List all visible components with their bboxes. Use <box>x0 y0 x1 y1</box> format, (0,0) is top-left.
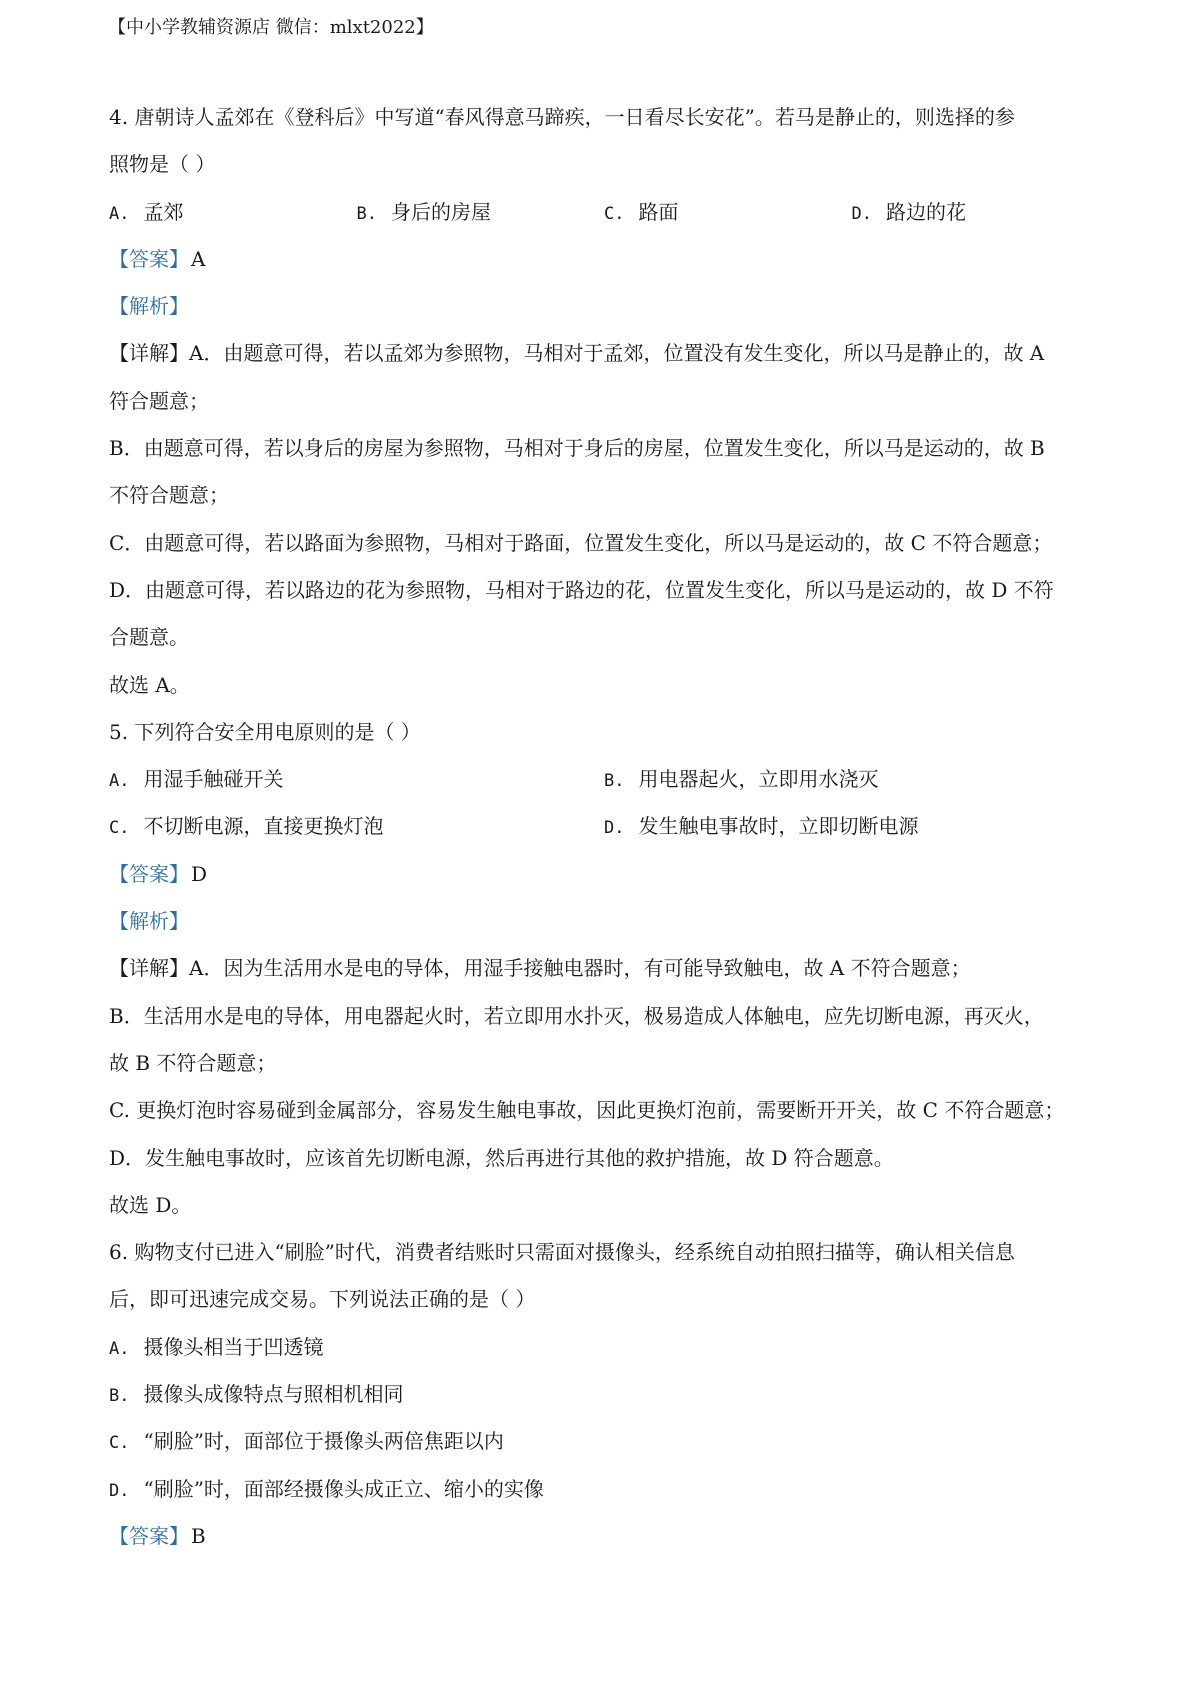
option-letter: B. <box>356 203 377 224</box>
option-letter: C. <box>109 818 130 839</box>
answer-tag: 【答案】 <box>109 1523 189 1548</box>
option-c <box>109 1418 1099 1465</box>
question-4 <box>109 94 1099 709</box>
answer-line <box>109 236 1099 283</box>
question-stem: 后，即可迅速完成交易。下列说法正确的是（ ） <box>109 1287 536 1312</box>
detail-line: 【详解】A．由题意可得，若以孟郊为参照物，马相对于孟郊，位置没有发生变化，所以马是静止的，故 A <box>109 341 1045 366</box>
option-text: 摄像头成像特点与照相机相同 <box>143 1382 404 1407</box>
answer-value: B <box>191 1523 206 1548</box>
options-row <box>109 189 1099 236</box>
detail-line: 合题意。 <box>109 625 189 650</box>
option-letter: D. <box>109 1480 130 1501</box>
option-text: 孟郊 <box>143 199 184 224</box>
answer-tag: 【答案】 <box>109 861 189 886</box>
option-d <box>604 803 1099 850</box>
option-text: “刷脸”时，面部位于摄像头两倍焦距以内 <box>143 1429 504 1454</box>
option-text: 不切断电源，直接更换灯泡 <box>143 814 384 839</box>
detail-line: B．由题意可得，若以身后的房屋为参照物，马相对于身后的房屋，位置发生变化，所以马是运动的，故 B <box>109 436 1045 461</box>
option-text: 摄像头相当于凹透镜 <box>143 1334 324 1359</box>
detail-line: C．由题意可得，若以路面为参照物，马相对于路面，位置发生变化，所以马是运动的，故 C 不符合题意； <box>109 530 1053 555</box>
question-6 <box>109 1229 1099 1560</box>
question-stem: 6. 购物支付已进入“刷脸”时代，消费者结账时只需面对摄像头，经系统自动拍照扫描等，确认相关信息 <box>109 1240 1015 1265</box>
option-letter: A. <box>109 1338 130 1359</box>
watermark-header: 【中小学教辅资源店 微信：mlxt2022】 <box>108 17 434 38</box>
question-stem: 4. 唐朝诗人孟郊在《登科后》中写道“春风得意马蹄疾，一日看尽长安花”。若马是静止的，则选择的参 <box>109 105 1015 129</box>
detail-line: B．生活用水是电的导体，用电器起火时，若立即用水扑灭，极易造成人体触电，应先切断电源，再灭火， <box>109 1003 1044 1028</box>
document-content <box>109 94 1099 1560</box>
option-letter: C. <box>109 1433 130 1454</box>
option-d <box>852 189 1100 236</box>
option-b <box>109 1371 1099 1418</box>
analysis-line <box>109 898 1099 945</box>
conclusion-line: 故选 D。 <box>109 1192 192 1217</box>
question-stem: 5. 下列符合安全用电原则的是（ ） <box>109 719 421 744</box>
option-a <box>109 756 604 803</box>
option-letter: B. <box>109 1386 130 1407</box>
option-letter: C. <box>604 203 625 224</box>
option-text: 用电器起火，立即用水浇灭 <box>638 767 879 792</box>
option-text: 路面 <box>638 199 679 224</box>
detail-line: D．发生触电事故时，应该首先切断电源，然后再进行其他的救护措施，故 D 符合题意。 <box>109 1145 894 1170</box>
option-a <box>109 1324 1099 1371</box>
option-c <box>604 189 852 236</box>
option-c <box>109 803 604 850</box>
detail-line: 符合题意； <box>109 388 209 413</box>
option-b <box>357 189 605 236</box>
option-d <box>109 1466 1099 1513</box>
option-text: 路边的花 <box>885 199 966 224</box>
option-text: 发生触电事故时，立即切断电源 <box>638 814 919 839</box>
question-stem: 照物是（ ） <box>109 152 216 177</box>
detail-line: 不符合题意； <box>109 483 229 508</box>
option-letter: B. <box>604 771 625 792</box>
question-5 <box>109 709 1099 1229</box>
conclusion-line: 故选 A。 <box>109 672 190 697</box>
analysis-tag: 【解析】 <box>109 294 189 319</box>
answer-value: A <box>191 246 206 271</box>
detail-line: 故 B 不符合题意； <box>109 1050 277 1075</box>
option-letter: A. <box>109 771 130 792</box>
answer-line <box>109 851 1099 898</box>
options-row <box>109 803 1099 850</box>
answer-tag: 【答案】 <box>109 246 189 271</box>
analysis-tag: 【解析】 <box>109 909 189 934</box>
answer-line <box>109 1513 1099 1560</box>
option-letter: D. <box>604 818 625 839</box>
analysis-line <box>109 283 1099 330</box>
option-text: 身后的房屋 <box>390 199 491 224</box>
option-text: “刷脸”时，面部经摄像头成正立、缩小的实像 <box>143 1476 544 1501</box>
option-letter: D. <box>851 203 872 224</box>
detail-line: C. 更换灯泡时容易碰到金属部分，容易发生触电事故，因此更换灯泡前，需要断开开关，故 C 不符合题意； <box>109 1098 1065 1123</box>
option-a <box>109 189 357 236</box>
options-row <box>109 756 1099 803</box>
answer-value: D <box>191 861 208 886</box>
option-text: 用湿手触碰开关 <box>143 767 284 792</box>
option-letter: A. <box>109 203 130 224</box>
detail-line: D．由题意可得，若以路边的花为参照物，马相对于路边的花，位置发生变化，所以马是运动的，故 D 不符 <box>109 577 1054 602</box>
detail-line: 【详解】A．因为生活用水是电的导体，用湿手接触电器时，有可能导致触电，故 A 不符合题意； <box>109 956 971 981</box>
option-b <box>604 756 1099 803</box>
